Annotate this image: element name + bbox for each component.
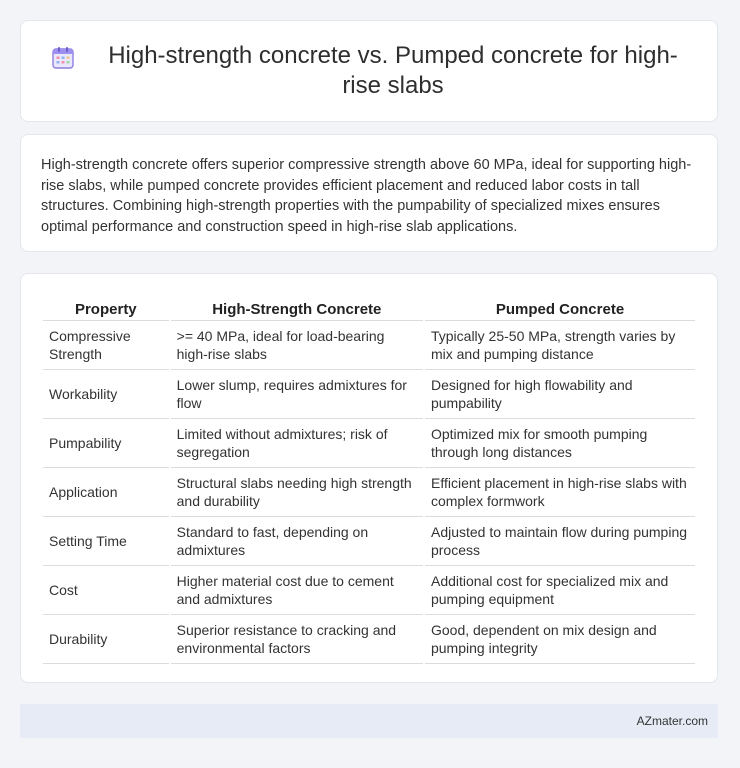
table-header-row [43, 296, 695, 321]
pumped-cell: Typically 25-50 MPa, strength varies by mix and pumping distance [425, 321, 695, 370]
pumped-cell: Additional cost for specialized mix and pumping equipment [425, 566, 695, 615]
column-header-pumped: Pumped Concrete [425, 296, 695, 321]
high-strength-cell: Standard to fast, depending on admixtures [171, 517, 423, 566]
high-strength-cell: Structural slabs needing high strength and durability [171, 468, 423, 517]
comparison-table [41, 296, 697, 664]
high-strength-cell: >= 40 MPa, ideal for load-bearing high-rise slabs [171, 321, 423, 370]
title-card [20, 20, 718, 122]
title-wrap [20, 41, 718, 101]
pumped-cell: Good, dependent on mix design and pumping integrity [425, 615, 695, 664]
property-cell: Durability [43, 615, 169, 664]
pumped-cell: Efficient placement in high-rise slabs with complex formwork [425, 468, 695, 517]
column-header-property: Property [43, 296, 169, 321]
pumped-cell: Designed for high flowability and pumpability [425, 370, 695, 419]
footer-site-link[interactable]: AZmater.com [636, 714, 708, 728]
description-card [20, 134, 718, 252]
property-cell: Workability [43, 370, 169, 419]
high-strength-cell: Superior resistance to cracking and environmental factors [171, 615, 423, 664]
pumped-cell: Adjusted to maintain flow during pumping process [425, 517, 695, 566]
property-cell: Application [43, 468, 169, 517]
property-cell: Compressive Strength [43, 321, 169, 370]
property-cell: Cost [43, 566, 169, 615]
table-row [43, 517, 695, 566]
comparison-card [20, 273, 718, 683]
high-strength-cell: Limited without admixtures; risk of segregation [171, 419, 423, 468]
table-row [43, 615, 695, 664]
column-header-high-strength: High-Strength Concrete [171, 296, 423, 321]
table-row [43, 468, 695, 517]
high-strength-cell: Higher material cost due to cement and admixtures [171, 566, 423, 615]
high-strength-cell: Lower slump, requires admixtures for flow [171, 370, 423, 419]
page-title: High-strength concrete vs. Pumped concrete for high-rise slabs [108, 42, 678, 99]
calendar-icon [50, 45, 76, 71]
table-row [43, 566, 695, 615]
table-row [43, 370, 695, 419]
property-cell: Setting Time [43, 517, 169, 566]
pumped-cell: Optimized mix for smooth pumping through long distances [425, 419, 695, 468]
description-text: High-strength concrete offers superior compressive strength above 60 MPa, ideal for supporting high-rise slabs, while pumped concrete provides efficient placement and reduced labor costs in tall structures. Combining high-strength properties with the pumpability of specialized mixes ensures optimal performance and construction speed in high-rise slab applications. [41, 157, 692, 235]
property-cell: Pumpability [43, 419, 169, 468]
table-row [43, 419, 695, 468]
footer [20, 704, 718, 738]
table-row [43, 321, 695, 370]
